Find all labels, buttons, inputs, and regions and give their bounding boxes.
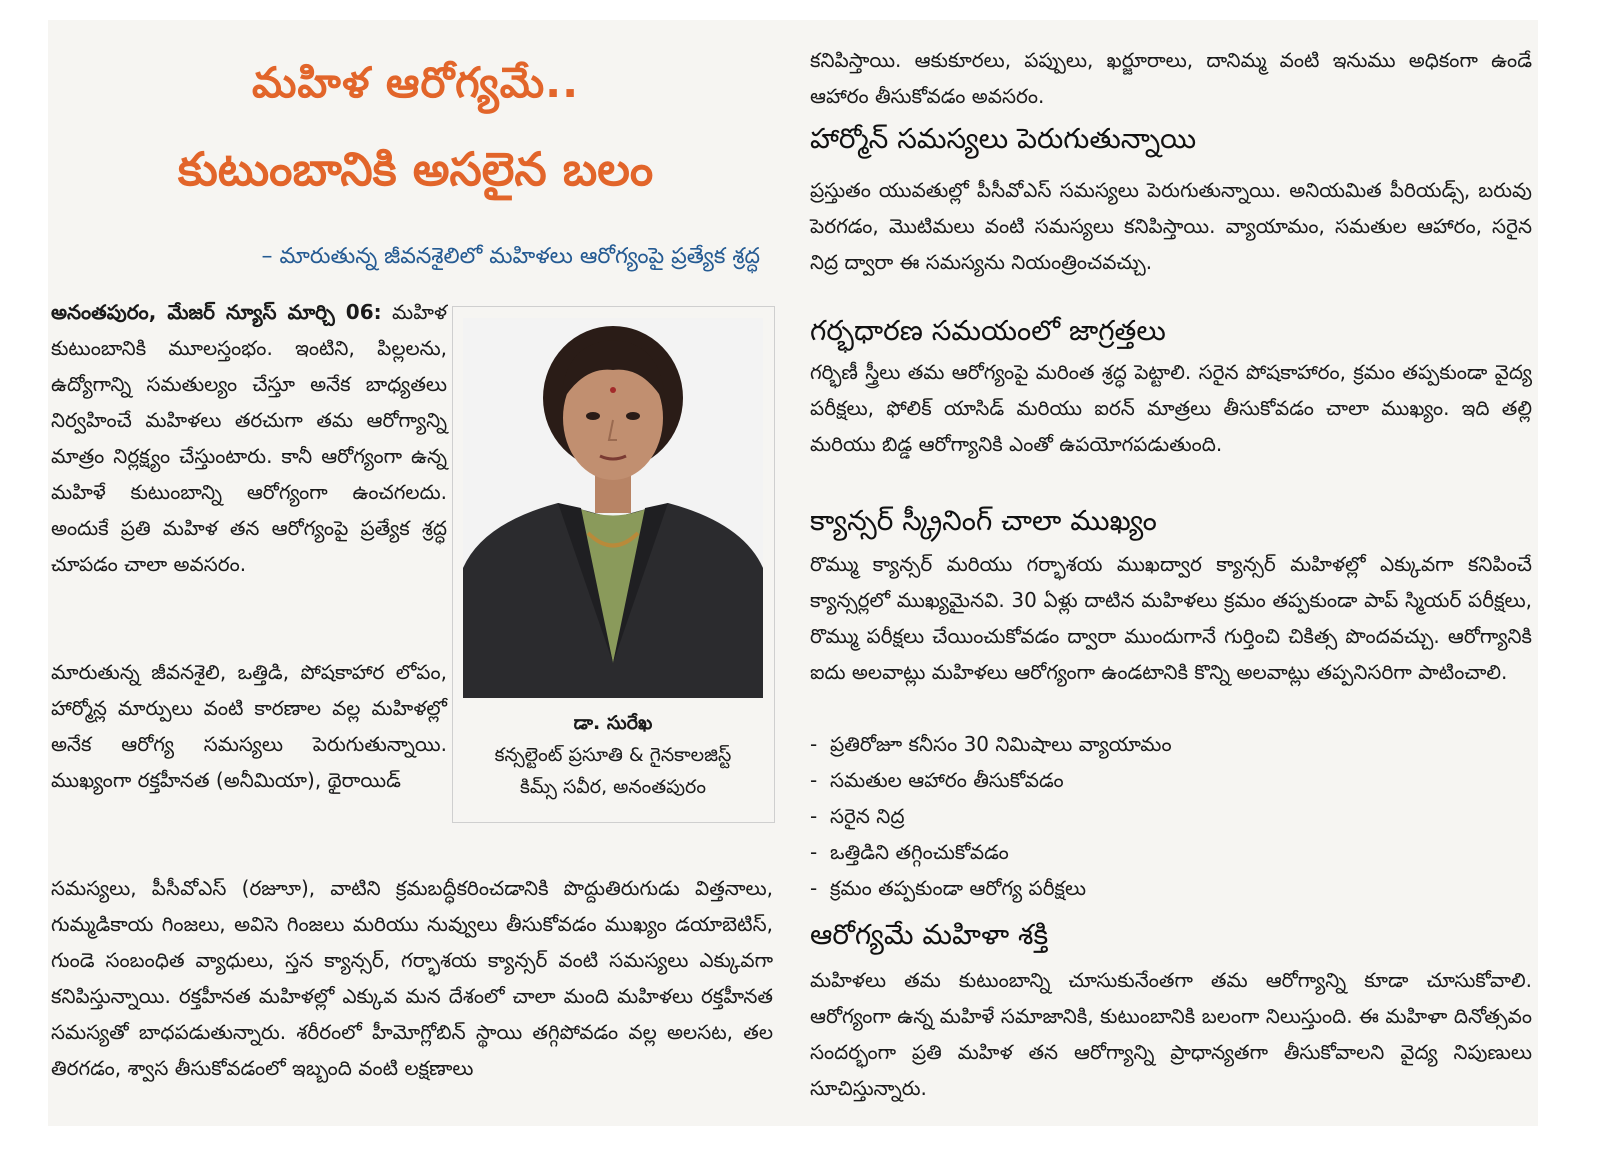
paragraph-pregnancy: గర్భిణీ స్త్రీలు తమ ఆరోగ్యంపై మరింత శ్రద్ధ పెట్టాలి. సరైన పోషకాహారం, క్రమం తప్పకుండా వైద్య పరీక్షలు, ఫోలిక్ యాసిడ్ మరియు ఐరన్ మాత్రలు తీసుకోవడం చాలా ముఖ్యం. ఇది తల్లి మరియు బిడ్డ ఆరోగ్యానికి ఎంతో ఉపయోగపడుతుంది. [810,360,1532,456]
list-item-text: సమతుల ఆహారం తీసుకోవడం [830,768,1064,792]
newspaper-clipping [48,20,1538,1126]
right-column [810,20,1538,1126]
list-item-text: క్రమం తప్పకుండా ఆరోగ్య పరీక్షలు [830,876,1087,900]
doctor-portrait [463,318,763,698]
doctor-name: డా. సురేఖ [573,712,653,734]
subheadline: – మారుతున్న జీవనశైలిలో మహిళలు ఆరోగ్యంపై ప్రత్యేక శ్రద్ధ [261,244,760,269]
paragraph-lifestyle: మారుతున్న జీవనశైలి, ఒత్తిడి, పోషకాహార లోపం, హార్మోన్ల మార్పులు వంటి కారణాల వల్ల మహిళల్లో అనేక ఆరోగ్య సమస్యలు పెరుగుతున్నాయి. ముఖ్యంగా రక్తహీనత (అనీమియా), థైరాయిడ్ [51,660,447,792]
list-item: - ఒత్తిడిని తగ్గించుకోవడం [810,840,1009,864]
headline-line-1: మహిళ ఆరోగ్యమే.. [251,58,580,107]
list-item: - ప్రతిరోజూ కనీసం 30 నిమిషాలు వ్యాయామం [810,732,1172,756]
list-item-text: సరైన నిద్ర [830,804,905,828]
lead-paragraph [51,294,447,582]
paragraph-cancer-screening: రొమ్ము క్యాన్సర్ మరియు గర్భాశయ ముఖద్వార క్యాన్సర్ మహిళల్లో ఎక్కువగా కనిపించే క్యాన్సర్లలో ముఖ్యమైనవి. 30 ఏళ్లు దాటిన మహిళలు క్రమం తప్పకుండా పాప్ స్మియర్ పరీక్షలు, రొమ్ము పరీక్షలు చేయించుకోవడం ద్వారా ముందుగానే గుర్తించి చికిత్స పొందవచ్చు. ఆరోగ్యానికి ఐదు అలవాట్లు మహిళలు ఆరోగ్యంగా ఉండటానికి కొన్ని అలవాట్లు తప్పనిసరిగా పాటించాలి. [810,552,1532,684]
iron-foods-paragraph: కనిపిస్తాయి. ఆకుకూరలు, పప్పులు, ఖర్జూరాలు, దానిమ్మ వంటి ఇనుము అధికంగా ఉండే ఆహారం తీసుకోవడం అవసరం. [810,48,1532,108]
doctor-portrait-illustration [463,318,763,698]
list-item-text: ఒత్తిడిని తగ్గించుకోవడం [830,840,1009,864]
doctor-title: కన్సల్టెంట్ ప్రసూతి & గైనకాలజిస్ట్ [494,744,732,766]
paragraph-hormone: ప్రస్తుతం యువతుల్లో పీసీవోఎస్ సమస్యలు పెరుగుతున్నాయి. అనియమిత పీరియడ్స్, బరువు పెరగడం, మొటిమలు వంటి సమస్యలు కనిపిస్తాయి. వ్యాయామం, సమతుల ఆహారం, సరైన నిద్ర ద్వారా ఈ సమస్యను నియంత్రించవచ్చు. [810,178,1532,274]
doctor-photo-box [452,306,775,823]
heading-women-power: ఆరోగ్యమే మహిళా శక్తి [810,918,1049,951]
paragraph-women-power: మహిళలు తమ కుటుంబాన్ని చూసుకునేంతగా తమ ఆరోగ్యాన్ని కూడా చూసుకోవాలి. ఆరోగ్యంగా ఉన్న మహిళే సమాజానికి, కుటుంబానికి బలంగా నిలుస్తుంది. ఈ మహిళా దినోత్సవం సందర్భంగా ప్రతి మహిళ తన ఆరోగ్యాన్ని ప్రాధాన్యతగా తీసుకోవాలని వైద్య నిపుణులు సూచిస్తున్నారు. [810,968,1532,1100]
left-column [48,20,783,1126]
headline-line-2: కుటుంబానికి అసలైన బలం [177,142,654,196]
list-item: - సరైన నిద్ర [810,804,905,828]
list-item-text: ప్రతిరోజూ కనీసం 30 నిమిషాలు వ్యాయామం [830,732,1172,756]
doctor-hospital: కిమ్స్ సవీర, అనంతపురం [520,776,706,798]
list-item: - క్రమం తప్పకుండా ఆరోగ్య పరీక్షలు [810,876,1087,900]
dateline: అనంతపురం, మేజర్ న్యూస్ మార్చి 06: [51,300,382,324]
heading-cancer-screening: క్యాన్సర్ స్క్రీనింగ్ చాలా ముఖ్యం [810,504,1157,537]
paragraph-anemia: సమస్యలు, పీసీవోఎస్ (రజూూ), వాటిని క్రమబద్ధీకరించడానికి పొద్దుతిరుగుడు విత్తనాలు, గుమ్మడికాయ గింజలు, అవిసె గింజలు మరియు నువ్వులు తీసుకోవడం ముఖ్యం డయాబెటిస్, గుండె సంబంధిత వ్యాధులు, స్తన క్యాన్సర్, గర్భాశయ క్యాన్సర్ వంటి సమస్యలు ఎక్కువగా కనిపిస్తున్నాయి. రక్తహీనత మహిళల్లో ఎక్కువ మన దేశంలో చాలా మంది మహిళలు రక్తహీనత సమస్యతో బాధపడుతున్నారు. శరీరంలో హీమోగ్లోబిన్ స్థాయి తగ్గిపోవడం వల్ల అలసట, తల తిరగడం, శ్వాస తీసుకోవడంలో ఇబ్బంది వంటి లక్షణాలు [51,876,773,1080]
habits-list [810,726,1532,906]
lead-text: మహిళ కుటుంబానికి మూలస్తంభం. ఇంటిని, పిల్లలను, ఉద్యోగాన్ని సమతుల్యం చేస్తూ అనేక బాధ్యతలు నిర్వహించే మహిళలు తరచుగా తమ ఆరోగ్యాన్ని మాత్రం నిర్లక్ష్యం చేస్తుంటారు. కానీ ఆరోగ్యంగా ఉన్న మహిళే కుటుంబాన్ని ఆరోగ్యంగా ఉంచగలదు. అందుకే ప్రతి మహిళ తన ఆరోగ్యంపై ప్రత్యేక శ్రద్ధ చూపడం చాలా అవసరం. [51,300,447,576]
heading-pregnancy: గర్భధారణ సమయంలో జాగ్రత్తలు [810,314,1166,347]
photo-caption [457,707,769,803]
list-item: - సమతుల ఆహారం తీసుకోవడం [810,768,1064,792]
heading-hormone: హార్మోన్ సమస్యలు పెరుగుతున్నాయి [810,122,1197,155]
